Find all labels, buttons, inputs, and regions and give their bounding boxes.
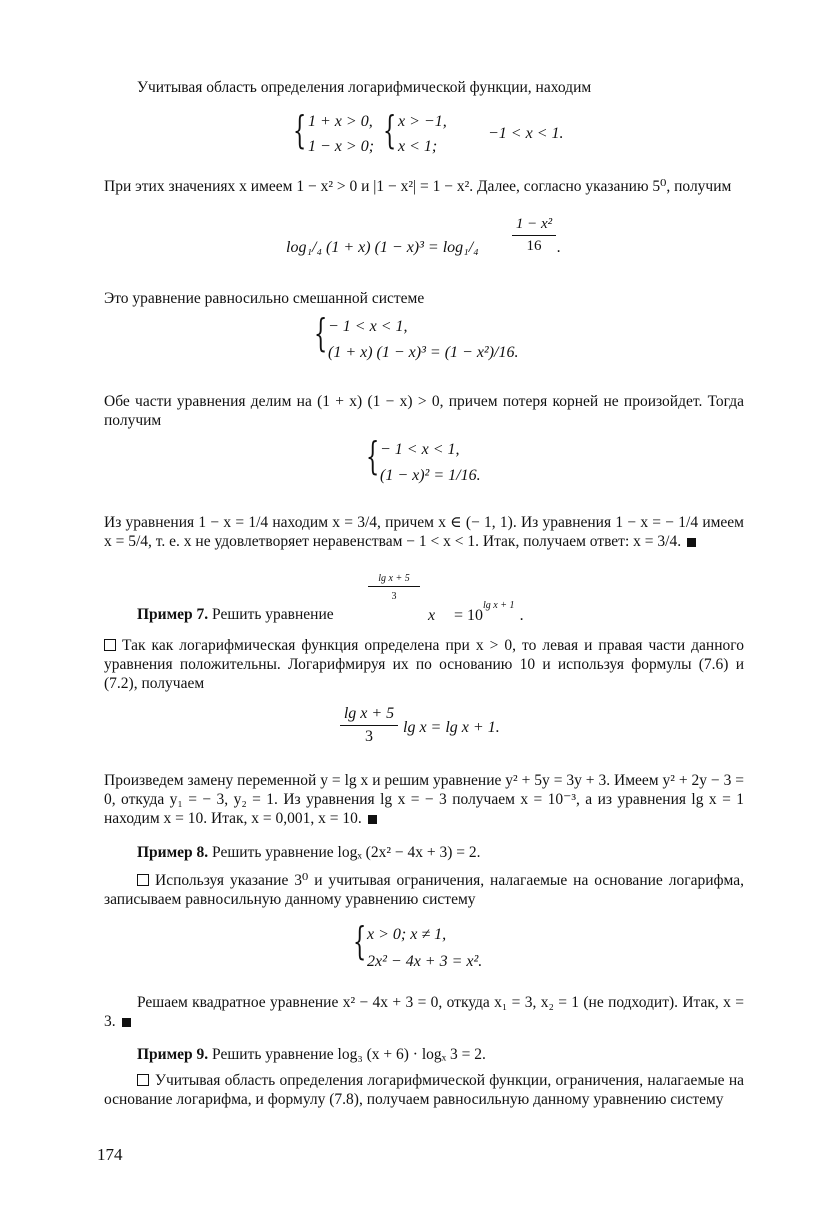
domain-final-text: Учитывая область определения логарифмической функции, ограничения, налагаемые на основание логарифма, и формулу (7.8), получаем равносильную данному уравнению систему bbox=[104, 1072, 744, 1108]
ex7-rhs: = 10 bbox=[454, 607, 484, 624]
exponent-denominator: 3 bbox=[391, 591, 397, 602]
brace-left: { bbox=[353, 919, 367, 963]
textbook-page: Учитывая область определения логарифмической функции, находим { 1 + x > 0, 1 − x > 0; { x > −1, x < 1; −1 < x < 1. При этих значениях x имеем 1 − x² > 0 и |1 − x²| = 1 − x². Далее, согласно указанию 5⁰, получим log₁/₄ (1 + x) (1 − x)³ = log₁/₄ 1 − x² 16 . Это уравнение равносильно смешанной системе { − 1 < x < 1, (1 + x) (1 − x)³ = (1 − x²)/16. Обе части уравнения делим на (1 + x) (1 − x) > 0, причем потеря корней не произойдет. Тогда получим { − 1 < x < 1, (1 − x)² = 1/16. Из уравнения 1 − x = 1/4 находим x = 3/4, причем x ∈ (− 1, 1). Из уравнения 1 − x = − 1/4 имеем x = 5/4, т. е. x не удовлетворяет неравенствам − 1 < x < 1. Итак, получаем ответ: x = 3/4. Пример 7. Решить уравнение x lg x + 5 3 = 10 lg x + 1 . Так как логарифмическая функция определена при x > 0, то левая и правая части данного уравнения положительны. Логарифмируя их по основанию 10 и используя формулы (7.6) и (7.2), получаем lg x + 5 3 lg x = lg x + 1. Произведем замену переменной y = lg x и решим уравнение y² + 5y = 3y + 3. Имеем y² + 2y − 3 = 0, откуда y₁ = − 3, y₂ = 1. Из уравнения lg x = − 3 получаем x = 10⁻³, а из уравнения lg x = 1 находим x = 10. Итак, x = 0,001, x = 10. Пример 8. Решить уравнение logₓ (2x² − 4x + 3) = 2. Используя указание 3⁰ и учитывая ограничения, налагаемые на основание логарифма, записываем равносильную данному уравнению систему { x > 0; x ≠ 1, 2x² − 4x + 3 = x². Решаем квадратное уравнение x² − 4x + 3 = 0, откуда x₁ = 3, x₂ = 1 (не подходит). Итак, x = 3. Пример 9. Решить уравнение log₃ (x + 6) · logₓ 3 = 2. Учитывая область определения логарифмической функции, ограничения, налагаемые на основание логарифма, и формулу (7.8), получаем равносильную данному уравнению систему 174 bbox=[97, 79, 744, 1164]
example-7-heading bbox=[137, 605, 334, 624]
fraction-bar bbox=[340, 725, 398, 726]
sys1-result: −1 < x < 1. bbox=[488, 125, 564, 142]
proof-start-icon bbox=[104, 639, 116, 651]
equation-fraction bbox=[512, 216, 556, 255]
paragraph-log-method bbox=[104, 636, 744, 693]
sys4-line1: x > 0; x ≠ 1, bbox=[367, 926, 447, 943]
equation-log-left: log₁/₄ (1 + x) (1 − x)³ = log₁/₄ bbox=[286, 239, 479, 256]
paragraph-domain-final bbox=[104, 1071, 744, 1109]
paragraph-domain-intro: Учитывая область определения логарифмической функции, находим bbox=[137, 79, 592, 96]
example-text: Решить уравнение logₓ (2x² − 4x + 3) = 2. bbox=[212, 844, 481, 861]
setup-text: Используя указание 3⁰ и учитывая ограничения, налагаемые на основание логарифма, записываем равносильную данному уравнению систему bbox=[104, 872, 744, 908]
end-of-proof-icon bbox=[122, 1018, 131, 1027]
paragraph-divide: Обе части уравнения делим на (1 + x) (1 − x) > 0, причем потеря корней не произойдет. Тогда получим bbox=[104, 393, 744, 429]
paragraph-substitution bbox=[104, 771, 744, 828]
sys1-line-b2: x < 1; bbox=[398, 138, 438, 155]
ex7-rhs-exponent: lg x + 1 bbox=[483, 600, 515, 611]
sys2-line1: − 1 < x < 1, bbox=[328, 318, 408, 335]
fraction-numerator: 1 − x² bbox=[515, 216, 553, 232]
brace-left: { bbox=[314, 311, 328, 355]
fraction-denominator: 16 bbox=[526, 238, 542, 254]
sys1-line-a2: 1 − x > 0; bbox=[308, 138, 375, 155]
example-8-heading bbox=[137, 843, 481, 862]
method-text: Так как логарифмическая функция определена при x > 0, то левая и правая части данного уравнения положительны. Логарифмируя их по основанию 10 и используя формулы (7.6) и (7.2), получаем bbox=[104, 637, 744, 692]
brace-left: { bbox=[383, 108, 397, 152]
paragraph-quadratic bbox=[104, 993, 744, 1031]
paragraph-conditions: При этих значениях x имеем 1 − x² > 0 и |1 − x²| = 1 − x². Далее, согласно указанию 5⁰, получим bbox=[104, 178, 732, 195]
example-9-heading bbox=[137, 1045, 486, 1064]
example-text: Решить уравнение bbox=[212, 606, 334, 623]
fraction-bar bbox=[512, 235, 556, 236]
ex7-base: x bbox=[428, 607, 436, 624]
paragraph-solution bbox=[104, 513, 744, 551]
proof-start-icon bbox=[137, 1074, 149, 1086]
sys1-line-b1: x > −1, bbox=[398, 113, 447, 130]
paragraph-system-setup bbox=[104, 871, 744, 909]
ex7-exponent-fraction bbox=[368, 573, 420, 602]
paragraph-equivalent: Это уравнение равносильно смешанной системе bbox=[104, 290, 425, 307]
brace-left: { bbox=[293, 108, 307, 152]
end-of-proof-icon bbox=[368, 815, 377, 824]
end-of-proof-icon bbox=[687, 538, 696, 547]
solution-text: Из уравнения 1 − x = 1/4 находим x = 3/4, причем x ∈ (− 1, 1). Из уравнения 1 − x = − 1/4 имеем x = 5/4, т. е. x не удовлетворяет неравенствам − 1 < x < 1. Итак, получаем ответ: x = 3/4. bbox=[104, 514, 744, 550]
eq3-rest: lg x = lg x + 1. bbox=[403, 719, 500, 736]
sys3-line2: (1 − x)² = 1/16. bbox=[380, 467, 481, 484]
fraction-denominator: 3 bbox=[365, 728, 373, 745]
sys4-line2: 2x² − 4x + 3 = x². bbox=[367, 953, 483, 970]
fraction-numerator: lg x + 5 bbox=[343, 705, 395, 722]
example-text: Решить уравнение log₃ (x + 6) · logₓ 3 = 2. bbox=[212, 1046, 486, 1063]
quadratic-text: Решаем квадратное уравнение x² − 4x + 3 = 0, откуда x₁ = 3, x₂ = 1 (не подходит). Итак, x = 3. bbox=[104, 994, 744, 1030]
sys1-line-a1: 1 + x > 0, bbox=[308, 113, 373, 130]
example-label: Пример 9. bbox=[137, 1046, 209, 1063]
sys2-line2: (1 + x) (1 − x)³ = (1 − x²)/16. bbox=[328, 344, 519, 361]
substitution-text: Произведем замену переменной y = lg x и решим уравнение y² + 5y = 3y + 3. Имеем y² + 2y − 3 = 0, откуда y₁ = − 3, y₂ = 1. Из уравнения lg x = − 3 получаем x = 10⁻³, а из уравнения lg x = 1 находим x = 10. Итак, x = 0,001, x = 10. bbox=[104, 772, 744, 827]
brace-left: { bbox=[366, 434, 380, 478]
example-label: Пример 8. bbox=[137, 844, 209, 861]
page-number: 174 bbox=[97, 1145, 123, 1164]
example-label: Пример 7. bbox=[137, 606, 209, 623]
proof-start-icon bbox=[137, 874, 149, 886]
exponent-numerator: lg x + 5 bbox=[378, 573, 410, 584]
sys3-line1: − 1 < x < 1, bbox=[380, 441, 460, 458]
fraction-bar bbox=[368, 586, 420, 587]
eq3-fraction bbox=[340, 705, 398, 746]
